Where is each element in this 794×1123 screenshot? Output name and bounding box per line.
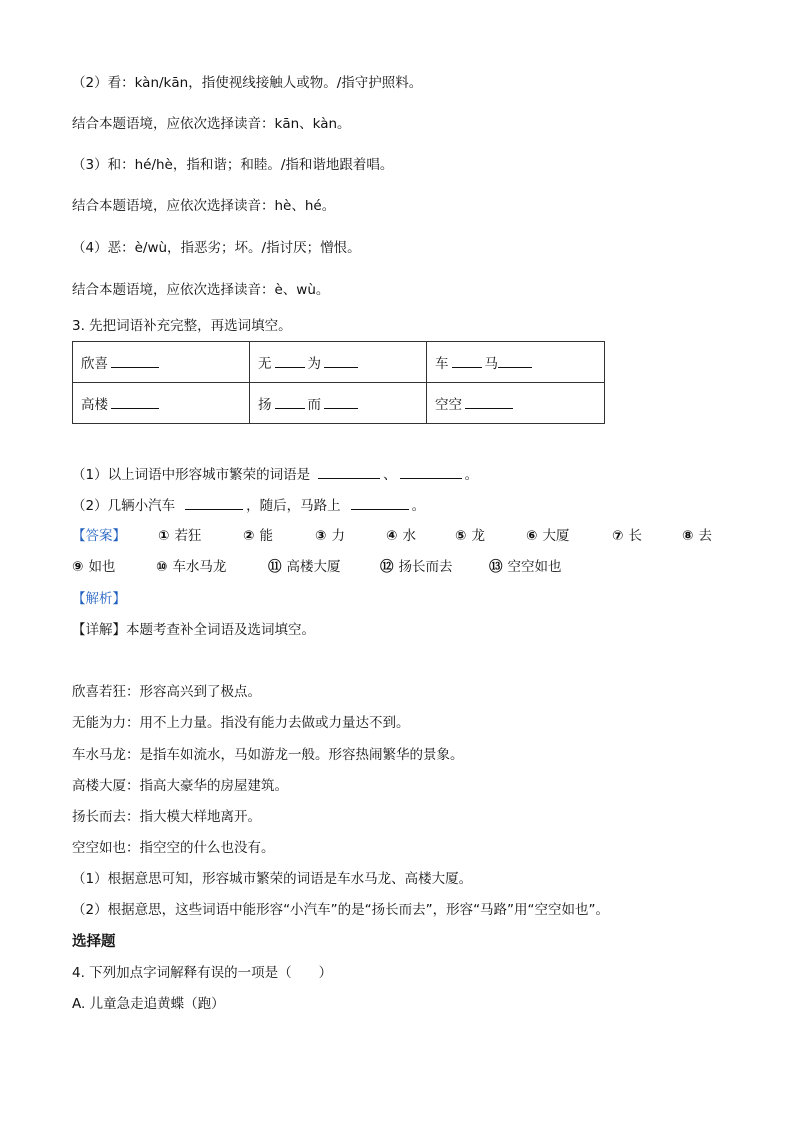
question-3-sub1: （1）以上词语中形容城市繁荣的词语是 、 。: [72, 467, 479, 483]
answer-number: ⑧: [682, 528, 694, 544]
answer-item-r2-1: [156, 557, 226, 577]
line-top-2: （3）和：hé/hè，指和谐；和睦。/指和谐地跟着唱。: [72, 157, 394, 173]
line-top-1: 结合本题语境，应依次选择读音：kān、kàn。: [72, 116, 351, 132]
answer-number: ⑨: [72, 559, 84, 575]
section-title: 选择题: [72, 934, 116, 950]
answer-item-r2-3: [380, 557, 453, 577]
explanation-3: 高楼大厦：指高大豪华的房屋建筑。: [72, 778, 288, 794]
line-top-5: 结合本题语境，应依次选择读音：è、wù。: [72, 282, 330, 298]
line-top-3: 结合本题语境，应依次选择读音：hè、hé。: [72, 198, 336, 214]
line-top-4: （4）恶：è/wù，指恶劣；坏。/指讨厌；憎恨。: [72, 240, 361, 256]
answer-item-0: [158, 526, 201, 546]
answer-text: 去: [698, 528, 712, 544]
answer-number: ⑪: [268, 559, 282, 575]
answer-text: 能: [259, 528, 273, 544]
explanation-2: 车水马龙：是指车如流水，马如游龙一般。形容热闹繁华的景象。: [72, 747, 464, 763]
question-4-option-a: A. 儿童急走追黄蝶（跑）: [72, 996, 225, 1012]
answer-item-4: [455, 526, 485, 546]
answer-item-1: [243, 526, 273, 546]
answer-label: 【答案】: [72, 528, 126, 544]
explanation-0: 欣喜若狂：形容高兴到了极点。: [72, 684, 261, 700]
answer-number: ②: [243, 528, 255, 544]
explanation-4: 扬长而去：指大模大样地离开。: [72, 809, 261, 825]
answer-text: 扬长而去: [398, 559, 453, 575]
cell-r2c2: 扬 而: [250, 383, 427, 424]
analysis-label: 【解析】: [72, 591, 126, 607]
explanation-6: （1）根据意思可知，形容城市繁荣的词语是车水马龙、高楼大厦。: [72, 871, 473, 887]
answer-number: ⑫: [380, 559, 394, 575]
answer-text: 大厦: [542, 528, 570, 544]
answer-item-2: [315, 526, 345, 546]
word-table: [72, 341, 605, 424]
answer-text: 空空如也: [507, 559, 562, 575]
line-top-0: （2）看：kàn/kān，指使视线接触人或物。/指守护照料。: [72, 75, 423, 91]
explanation-7: （2）根据意思，这些词语中能形容“小汽车”的是“扬长而去”，形容“马路”用“空空如也”。: [72, 902, 610, 918]
answer-text: 高楼大厦: [286, 559, 341, 575]
cell-r1c1: 欣喜: [73, 342, 250, 383]
cell-r2c3: 空空: [427, 383, 605, 424]
answer-number: ⑥: [526, 528, 538, 544]
answer-number: ⑦: [612, 528, 624, 544]
question-4-title: 4. 下列加点字词解释有误的一项是（ ）: [72, 965, 333, 981]
explanation-5: 空空如也：指空空的什么也没有。: [72, 840, 275, 856]
question-3-sub2: （2）几辆小汽车 ，随后，马路上 。: [72, 498, 426, 514]
answer-number: ①: [158, 528, 170, 544]
answer-item-r2-2: [268, 557, 341, 577]
cell-r1c3: 车 马: [427, 342, 605, 383]
answer-text: 长: [628, 528, 642, 544]
answer-number: ⑤: [455, 528, 467, 544]
answer-text: 若狂: [174, 528, 202, 544]
answer-number: ⑬: [489, 559, 503, 575]
answer-text: 车水马龙: [172, 559, 227, 575]
answer-item-r2-0: [72, 557, 115, 577]
answer-text: 龙: [471, 528, 485, 544]
cell-r2c1: 高楼: [73, 383, 250, 424]
answer-item-7: [682, 526, 712, 546]
question-3-title: 3. 先把词语补充完整，再选词填空。: [72, 318, 292, 334]
answer-item-r2-4: [489, 557, 562, 577]
answer-item-5: [526, 526, 569, 546]
answer-text: 如也: [88, 559, 116, 575]
answer-number: ⑩: [156, 559, 168, 575]
answer-number: ④: [386, 528, 398, 544]
answer-item-6: [612, 526, 642, 546]
answer-text: 力: [331, 528, 345, 544]
explanation-1: 无能为力：用不上力量。指没有能力去做或力量达不到。: [72, 715, 410, 731]
answer-number: ③: [315, 528, 327, 544]
detail-line: 【详解】本题考查补全词语及选词填空。: [72, 622, 315, 638]
cell-r1c2: 无 为: [250, 342, 427, 383]
answer-text: 水: [402, 528, 416, 544]
answer-item-3: [386, 526, 416, 546]
